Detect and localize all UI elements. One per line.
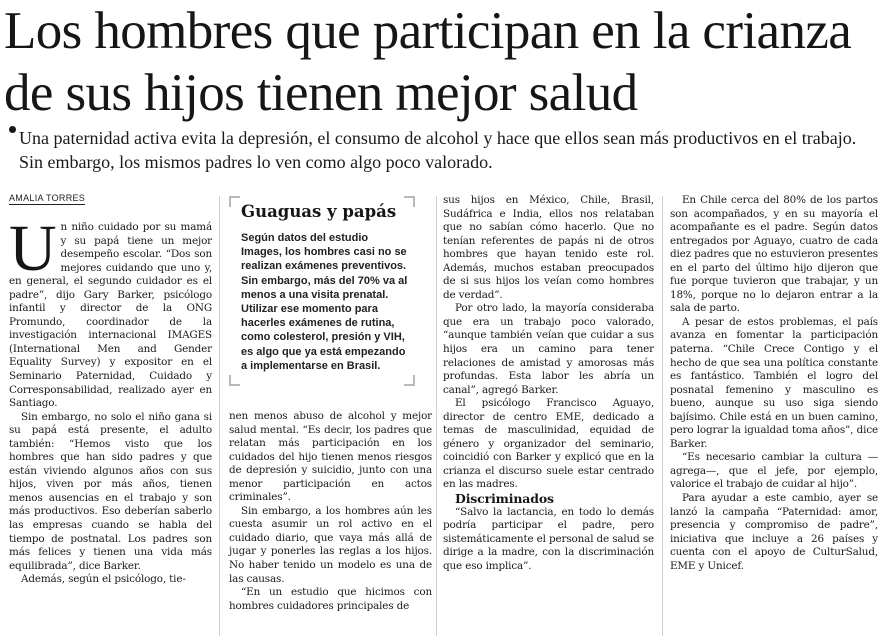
paragraph: Por otro lado, la mayoría consideraba que era un trabajo poco valorado, “aunque también veían que cuidar a sus hijos era un camino para tener relaciones de amistad y amorosas más profundas. Esta labor les abría un canal”, agregó Barker. xyxy=(443,302,654,396)
article-column-4 xyxy=(670,194,878,573)
author-byline: AMALIA TORRES xyxy=(9,193,86,203)
column-rule xyxy=(219,196,220,636)
box-corner xyxy=(229,196,240,207)
headline: Los hombres que participan en la crianza de sus hijos tienen mejor salud xyxy=(4,2,852,122)
paragraph: “Es necesario cambiar la cultura —agrega—, que el jefe, por ejemplo, valorice el trabajo de cuidar al hijo”. xyxy=(670,451,878,491)
sidebar-body: Según datos del estudio Images, los hombres casi no se realizan exámenes preventivos. Sin embargo, más del 70% va al menos a una visita prenatal. Utilizar ese momento para hacerles exámenes de rutina, como colesterol, presión y VIH, es algo que ya está empezando a implementarse en Brasil. xyxy=(241,232,408,372)
subhead-bullet xyxy=(9,126,16,133)
paragraph: Además, según el psicólogo, tie- xyxy=(21,573,186,586)
subhead: Una paternidad activa evita la depresión, el consumo de alcohol y hace que ellos sean más productivos en el trabajo. Sin embargo, los mismos padres lo ven como algo poco valorado. xyxy=(19,128,857,172)
sidebar-title: Guaguas y papás xyxy=(241,202,397,221)
box-corner xyxy=(229,375,240,386)
column-rule xyxy=(436,196,437,636)
paragraph: Sin embargo, no solo el niño gana si su papá está presente, el adulto también: “Hemos visto que los hombres que han sido padres y que están viviendo algunos años con sus hijos, viven por más años, tienen menos ausencias en el trabajo y son más productivos. Eso deberían saberlo las empresas cuando se habla del tiempo de postnatal. Los padres son más felices y tienen una vida más equilibrada”, dice Barker. xyxy=(9,410,212,572)
paragraph: “Salvo la lactancia, en todo lo demás podría participar el padre, pero sistemáticamente el personal de salud se dirige a la madre, con la discriminación que eso implica”. xyxy=(443,505,654,572)
paragraph: Un niño cuidado por su mamá y su papá tiene un mejor desempeño escolar. “Dos son mejores cuidando que uno y, en general, el segundo cuidador es el padre”, dijo Gary Barker, psicólogo infantil y director de la ONG Promundo, coordinador de la investigación internacional IMAGES (International Men and Gender Equality Survey) y expositor en el Seminario Paternidad, Cuidado y Corresponsabilidad, realizado ayer en Santiago. xyxy=(9,212,212,410)
paragraph: En Chile cerca del 80% de los partos son acompañados, y en su mayoría el acompañante es el padre. Según datos entregados por Aguayo, cuatro de cada diez padres que no estuvieron presentes en el parto del último hijo dijeron que fue porque tuvieron que trabajar, y un 18%, porque no lo dejaron entrar a la sala de parto. xyxy=(670,194,878,315)
paragraph: El psicólogo Francisco Aguayo, director de centro EME, dedicado a temas de masculinidad, equidad de género y organizador del seminario, coincidió con Barker y explicó que en la crianza el discurso suele estar centrado en las madres. xyxy=(443,397,654,491)
paragraph: Para ayudar a este cambio, ayer se lanzó la campaña “Paternidad: amor, presencia y compromiso de padre”, iniciativa que incluye a 26 países y cuenta con el apoyo de CulturSalud, EME y Unicef. xyxy=(670,492,878,572)
box-corner xyxy=(404,196,415,207)
paragraph: Sin embargo, a los hombres aún les cuesta asumir un rol activo en el cuidado diario, que vaya más allá de jugar y ponerles las reglas a los hijos. No haber tenido un modelo es una de las causas. xyxy=(229,504,432,585)
article-column-1 xyxy=(9,212,212,587)
article-column-3 xyxy=(443,194,654,573)
paragraph: nen menos abuso de alcohol y mejor salud mental. “Es decir, los padres que relatan más participación en los cuidados del hijo tienen menos riesgos de depresión y suicidio, junto con una menor participación en actos criminales”. xyxy=(229,410,432,504)
sidebar-box xyxy=(229,196,415,386)
column-rule xyxy=(662,196,663,636)
drop-cap: U xyxy=(9,212,57,285)
article-column-2 xyxy=(229,410,432,613)
box-corner xyxy=(404,375,415,386)
paragraph: “En un estudio que hicimos con hombres cuidadores principales de xyxy=(229,586,432,612)
section-heading: Discriminados xyxy=(455,491,554,507)
paragraph: A pesar de estos problemas, el país avanza en fomentar la participación paterna. “Chile Crece Contigo y el hecho de que sea una política constante es fantástico. También el logro del posnatal femenino y masculino es bueno, aunque su uso siga siendo bajísimo. Chile está en un buen camino, pero lograr la igualdad toma años”, dice Barker. xyxy=(670,315,878,450)
paragraph: sus hijos en México, Chile, Brasil, Sudáfrica e India, ellos nos relataban que no sabían cómo hacerlo. Que no tenían referentes de papás ni de otros hombres que hayan tenido este rol. Además, muchos estaban preocupados de si sus hijos los veían como hombres de verdad”. xyxy=(443,194,654,301)
